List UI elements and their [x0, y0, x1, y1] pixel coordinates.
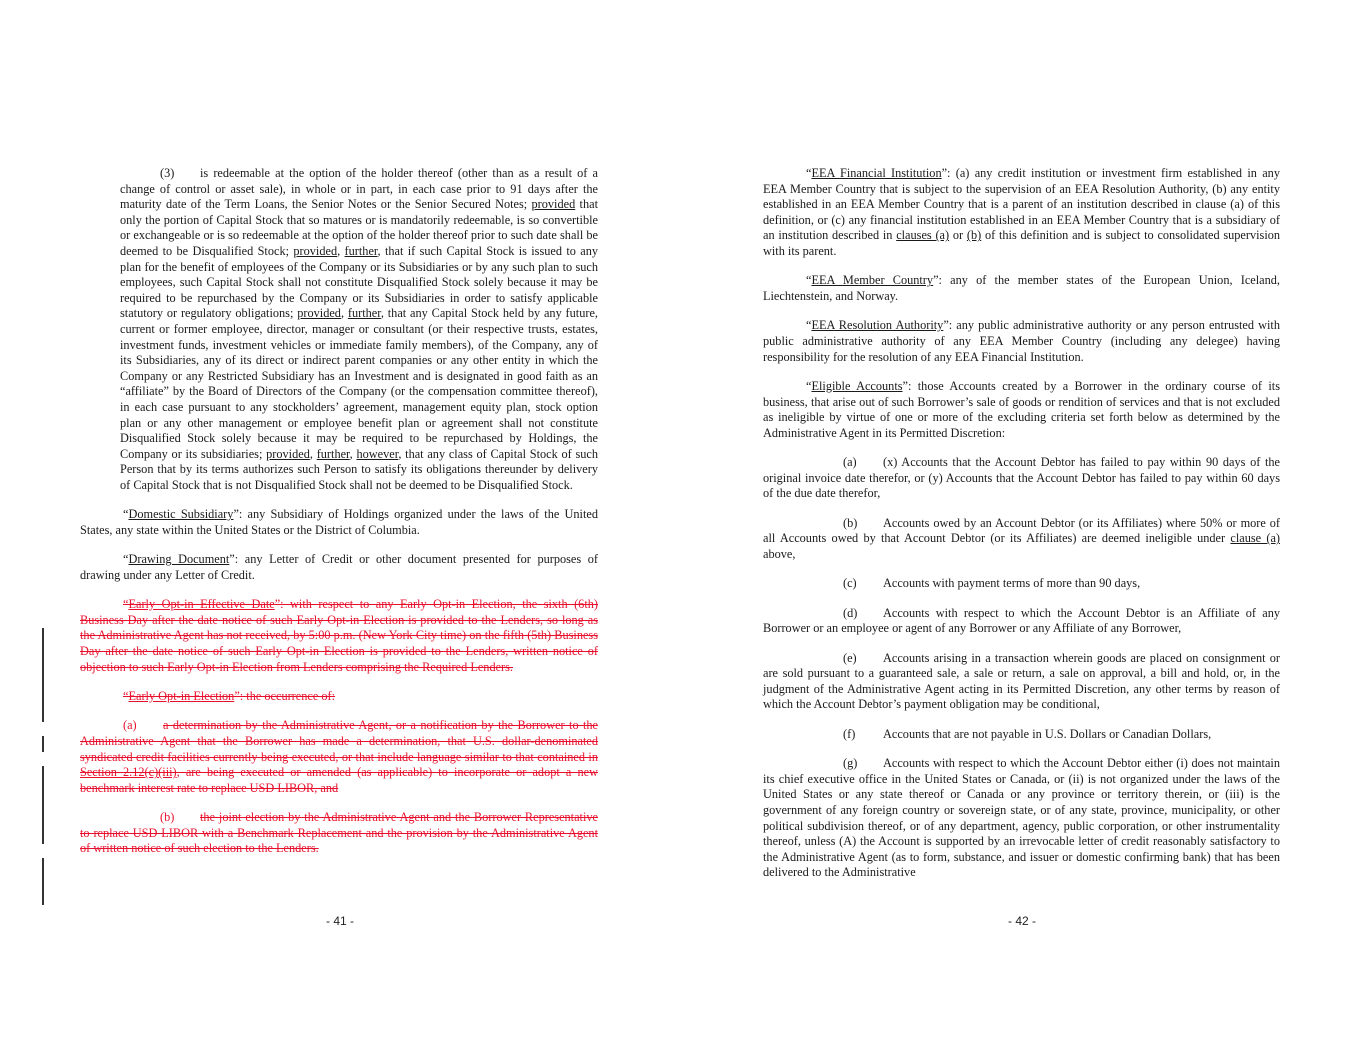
defined-term: EEA Member Country	[811, 273, 934, 288]
definition-eligible-accounts: “Eligible Accounts”: those Accounts created by a Borrower in the ordinary course of its business, that arise out of such Borrower’s sale of goods or rendition of services and that is not excluded as ineligible by virtue of one or more of the excluding criteria set forth below as determined by the Administrative Agent in its Permitted Discretion:	[763, 378, 1280, 440]
provided-term: provided	[531, 197, 576, 212]
change-bar	[42, 736, 44, 752]
deleted-definition-early-opt-in-effective-date: “Early Opt-in Effective Date”: with respect to any Early Opt-in Election, the sixth (6th) Business Day after the date notice of such Early Opt-in Election is provided to the Lenders, so long as the Administrative Agent has not received, by 5:00 p.m. (New York City time) on the fifth (5th) Business Day after the date notice of such Early Opt-in Election is provided to the Lenders, written notice of objection to such Early Opt-in Election from Lenders comprising the Required Lenders.	[80, 597, 598, 674]
eligible-item-b: (b) Accounts owed by an Account Debtor (or its Affiliates) where 50% or more of all Accounts owed by that Account Debtor (or its Affiliates) are deemed ineligible under clause (a) above,	[763, 515, 1281, 561]
eligible-item-d: (d) Accounts with respect to which the Account Debtor is an Affiliate of any Borrower or an employee or agent of any Borrower or any Affiliate of any Borrower,	[763, 605, 1280, 636]
provided-term: provided	[266, 446, 310, 461]
item-number: (c)	[843, 576, 857, 591]
clause-reference: clauses (a)	[896, 228, 950, 243]
defined-term: Early Opt-in Effective Date	[128, 597, 275, 612]
defined-term: Early Opt-in Election	[128, 689, 235, 703]
clause-3-paragraph: (3) is redeemable at the option of the holder thereof (other than as a result of a change of control or asset sale), in whole or in part, in each case prior to 91 days after the maturity date of the Term Loans, the Senior Notes or the Senior Secured Notes; provided that only the portion of Capital Stock that so matures or is mandatorily redeemable, is so convertible or exchangeable or is so redeemable at the option of the holder thereof prior to such date shall be deemed to be Disqualified Stock; provided, further, that if such Capital Stock is issued to any plan for the benefit of employees of the Company or its Subsidiaries or by any such plan to such employees, such Capital Stock shall not constitute Disqualified Stock solely because it may be required to be repurchased by the Company or its Subsidiaries in order to satisfy applicable statutory or regulatory obligations; provided, further, that any Capital Stock held by any future, current or former employee, director, manager or consultant (or their respective trusts, estates, investment funds, investment vehicles or immediate family members), of the Company, any of its Subsidiaries, any of its direct or indirect parent companies or any other entity in which the Company or any Restricted Subsidiary has an Investment and is designated in good faith as an “affiliate” by the Board of Directors of the Company (or the compensation committee thereof), in each case pursuant to any stockholders’ agreement, management equity plan, stock option plan or any other management or employee benefit plan or agreement shall not constitute Disqualified Stock solely because it may be required to be repurchased by Holdings, the Company or its subsidiaries; provided, further, however, that any class of Capital Stock of such Person that by its terms authorizes such Person to satisfy its obligations thereunder by delivery of Capital Stock that is not Disqualified Stock shall not be deemed to be Disqualified Stock.	[120, 166, 599, 492]
change-bar	[42, 858, 44, 905]
page-42	[763, 166, 1280, 881]
clause-number: (b)	[160, 810, 175, 825]
section-reference: Section 2.12(c)(iii)	[80, 765, 177, 780]
clause-reference: clause (a)	[1230, 531, 1281, 546]
eligible-item-f: (f) Accounts that are not payable in U.S. Dollars or Canadian Dollars,	[843, 726, 1212, 741]
eligible-item-c: (c) Accounts with payment terms of more than 90 days,	[843, 576, 1141, 591]
item-number: (f)	[843, 726, 856, 741]
definition-eea-member-country: “EEA Member Country”: any of the member states of the European Union, Iceland, Liechtenstein, and Norway.	[763, 273, 1281, 303]
page-number-right: - 42 -	[1008, 914, 1037, 928]
page-number-left: - 41 -	[326, 914, 355, 928]
further-term: further	[347, 306, 381, 321]
further-term: further	[316, 446, 350, 461]
item-number: (e)	[843, 650, 857, 665]
item-number: (a)	[843, 455, 857, 470]
eligible-item-a: (a) (x) Accounts that the Account Debtor has failed to pay within 90 days of the original invoice date therefor, or (y) Accounts that the Account Debtor has failed to pay within 60 days of the due date therefor,	[763, 455, 1280, 501]
defined-term: Eligible Accounts	[811, 378, 903, 393]
page-41	[80, 166, 598, 857]
defined-term: EEA Resolution Authority	[811, 318, 944, 333]
item-number: (g)	[843, 756, 858, 771]
eligible-item-e: (e) Accounts arising in a transaction wherein goods are placed on consignment or are sold pursuant to a guaranteed sale, a sale or return, a sale on approval, a bill and hold, or, in the judgment of the Administrative Agent acting in its Permitted Discretion, any other terms by reason of which the Account Debtor’s payment obligation may be conditional,	[763, 650, 1280, 712]
deleted-clause-b: (b) the joint election by the Administrative Agent and the Borrower Representative to replace USD LIBOR with a Benchmark Replacement and the provision by the Administrative Agent of written notice of such election to the Lenders.	[80, 810, 598, 856]
definition-domestic-subsidiary: “Domestic Subsidiary”: any Subsidiary of Holdings organized under the laws of the United States, any state within the United States or the District of Columbia.	[80, 507, 598, 537]
clause-number: (a)	[123, 718, 137, 733]
provided-term: provided	[297, 306, 341, 321]
change-bar	[42, 766, 44, 844]
clause-reference: (b)	[966, 228, 982, 243]
eligible-item-g: (g) Accounts with respect to which the Account Debtor either (i) does not maintain its chief executive office in the United States or Canada, or (ii) is not organized under the laws of the United States or any state thereof or Canada or any province or territory therein, or (iii) is the government of any foreign country or sovereign state, or of any state, province, municipality, or other political subdivision thereof, or of any department, agency, public corporation, or other instrumentality thereof, unless (A) the Account is supported by an irrevocable letter of credit reasonably satisfactory to the Administrative Agent (as to form, substance, and issuer or domestic confirming bank) that has been delivered to the Administrative	[763, 756, 1280, 880]
deleted-clause-a: (a) a determination by the Administrative Agent, or a notification by the Borrower to the Administrative Agent that the Borrower has made a determination, that U.S. dollar-denominated syndicated credit facilities currently being executed, or that include language similar to that contained in Section 2.12(c)(iii), are being executed or amended (as applicable) to incorporate or adopt a new benchmark interest rate to replace USD LIBOR, and	[80, 718, 598, 795]
definition-eea-financial-institution: “EEA Financial Institution”: (a) any credit institution or investment firm established in any EEA Member Country that is subject to the supervision of an EEA Resolution Authority, (b) any entity established in an EEA Member Country that is a parent of an institution described in clause (a) of this definition, or (c) any financial institution established in an EEA Member Country that is a subsidiary of an institution described in clauses (a) or (b) of this definition and is subject to consolidated supervision with its parent.	[763, 166, 1281, 258]
deleted-definition-early-opt-in-election: “Early Opt-in Election”: the occurrence of:	[123, 689, 336, 703]
definition-drawing-document: “Drawing Document”: any Letter of Credit or other document presented for purposes of drawing under any Letter of Credit.	[80, 552, 598, 582]
however-term: however	[356, 446, 399, 461]
provided-term: provided	[293, 243, 338, 258]
further-term: further	[344, 243, 378, 258]
defined-term: EEA Financial Institution	[811, 166, 942, 180]
definition-eea-resolution-authority: “EEA Resolution Authority”: any public administrative authority or any person entrusted with public administrative authority of any EEA Member Country (including any delegee) having responsibility for the resolution of any EEA Financial Institution.	[763, 318, 1280, 364]
defined-term: Drawing Document	[128, 552, 230, 567]
item-number: (b)	[843, 515, 858, 530]
defined-term: Domestic Subsidiary	[128, 507, 234, 522]
clause-number: (3)	[160, 166, 175, 180]
item-number: (d)	[843, 605, 858, 620]
change-bar	[42, 628, 44, 722]
